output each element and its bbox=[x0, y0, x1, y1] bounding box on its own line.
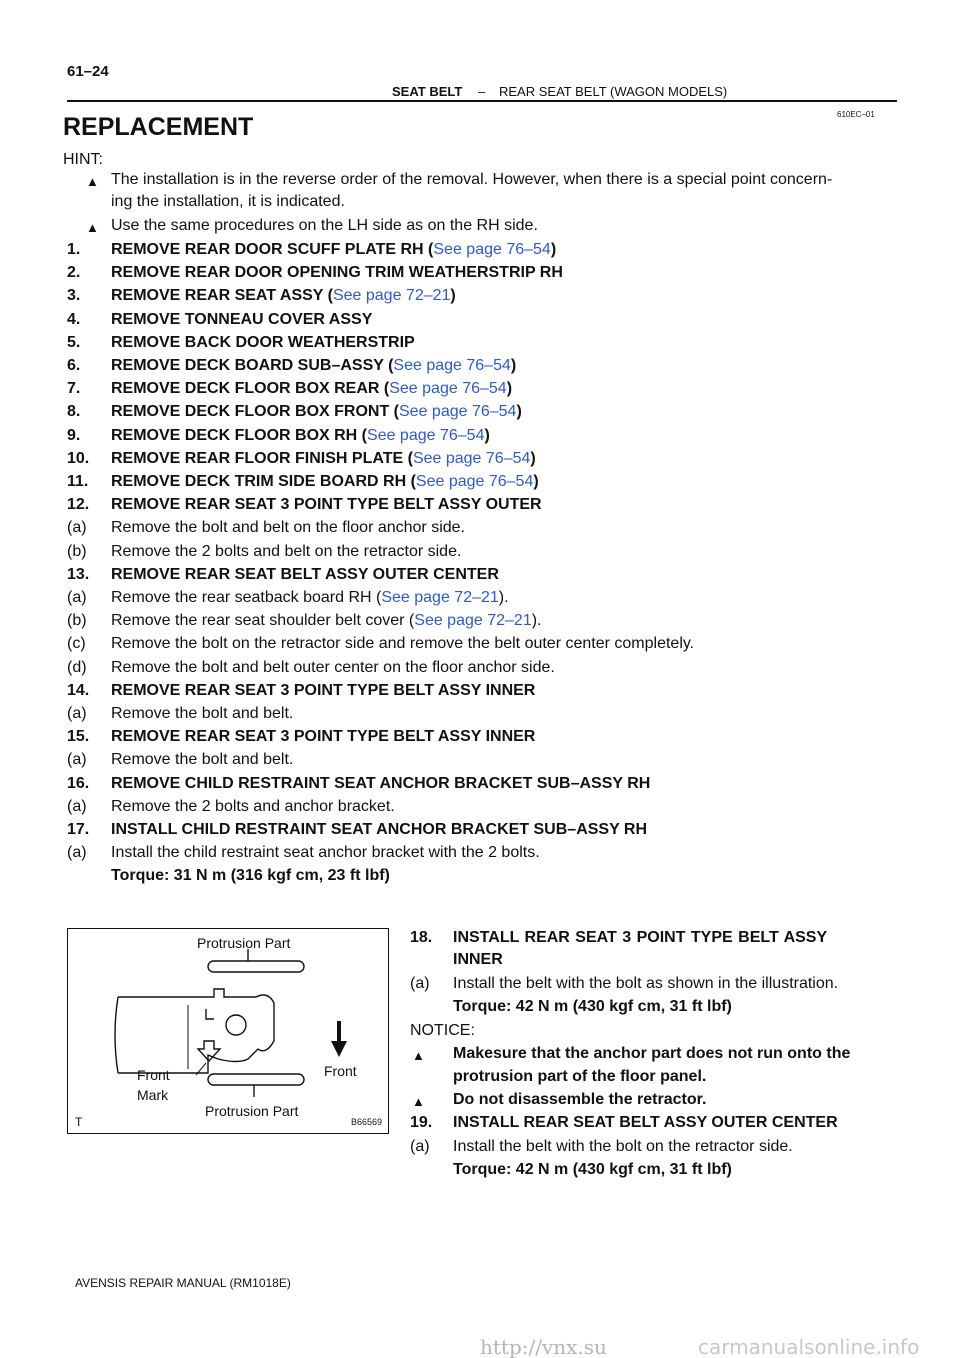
see-page-link[interactable]: See page 76–54 bbox=[412, 449, 531, 467]
step-text bbox=[111, 379, 512, 399]
bullet-icon: ▲ bbox=[86, 220, 99, 235]
step-number: 2. bbox=[67, 264, 81, 282]
hint-label: HINT: bbox=[63, 151, 103, 168]
step-number: 10. bbox=[67, 449, 90, 467]
step-text-end: ) bbox=[550, 241, 557, 258]
step-text-main: REMOVE REAR SEAT 3 POINT TYPE BELT ASSY INNER bbox=[111, 728, 536, 746]
step-text bbox=[111, 681, 535, 701]
step-number: 4. bbox=[67, 310, 81, 328]
protrusion-part-top bbox=[208, 961, 304, 972]
step-number: (a) bbox=[67, 797, 87, 815]
hint-text-1a: The installation is in the reverse order of the removal. However, when there is a special point concern- bbox=[111, 171, 833, 188]
see-page-link[interactable]: See page 76–54 bbox=[389, 380, 507, 398]
hint-text-2: Use the same procedures on the LH side as on the RH side. bbox=[111, 217, 538, 234]
step-text-main: REMOVE REAR SEAT 3 POINT TYPE BELT ASSY OUTER bbox=[111, 496, 542, 514]
see-page-link[interactable]: See page 72–21 bbox=[381, 589, 499, 606]
step-text-main: Remove the bolt and belt outer center on the floor anchor side. bbox=[111, 658, 555, 676]
step-text-end: ). bbox=[498, 589, 509, 606]
doc-code: 610EC–01 bbox=[837, 110, 875, 119]
step-number: (d) bbox=[67, 658, 87, 676]
step-number: (b) bbox=[67, 542, 87, 560]
step-text-main: REMOVE DECK BOARD SUB–ASSY ( bbox=[111, 357, 394, 374]
step-text bbox=[111, 333, 415, 353]
hint-text-1b: ing the installation, it is indicated. bbox=[111, 193, 345, 210]
step-text bbox=[111, 542, 461, 562]
step-text bbox=[111, 727, 535, 747]
page-title: REPLACEMENT bbox=[63, 113, 254, 141]
step-text-main: REMOVE DECK FLOOR BOX FRONT ( bbox=[111, 403, 399, 421]
step-number: 13. bbox=[67, 565, 90, 583]
step-text bbox=[111, 472, 539, 492]
step-number: 3. bbox=[67, 287, 81, 305]
step-text-main: REMOVE DECK TRIM SIDE BOARD RH ( bbox=[111, 473, 416, 490]
header-rule bbox=[67, 100, 897, 102]
step-text bbox=[111, 843, 540, 863]
step-number: 9. bbox=[67, 426, 81, 444]
step-text bbox=[111, 495, 542, 515]
label-protrusion-bottom: Protrusion Part bbox=[205, 1103, 299, 1119]
step-text-main: Remove the bolt and belt. bbox=[111, 751, 294, 769]
step-text-main: Remove the rear seat shoulder belt cover ( bbox=[111, 612, 415, 630]
step-text-main: Remove the 2 bolts and anchor bracket. bbox=[111, 797, 395, 815]
step-number: (a) bbox=[67, 589, 87, 606]
step-number: 7. bbox=[67, 380, 81, 398]
step-text bbox=[111, 634, 694, 654]
step-text-main: REMOVE REAR SEAT 3 POINT TYPE BELT ASSY INNER bbox=[111, 681, 536, 699]
step-text-main: REMOVE TONNEAU COVER ASSY bbox=[111, 310, 373, 328]
step-text-main: Install the child restraint seat anchor bracket with the 2 bolts. bbox=[111, 844, 540, 862]
step-text bbox=[111, 774, 650, 794]
step-text-main: REMOVE REAR SEAT BELT ASSY OUTER CENTER bbox=[111, 565, 499, 583]
step-text bbox=[111, 402, 522, 422]
step-number: 1. bbox=[67, 241, 81, 258]
step-text-main: Remove the rear seatback board RH ( bbox=[111, 589, 382, 606]
see-page-link[interactable]: See page 76–54 bbox=[393, 357, 511, 374]
step-number: 15. bbox=[67, 728, 90, 746]
step-number: 12. bbox=[67, 496, 90, 514]
see-page-link[interactable]: See page 76–54 bbox=[399, 403, 517, 421]
step-text-main: REMOVE REAR DOOR OPENING TRIM WEATHERSTRIP RH bbox=[111, 264, 563, 282]
bullet-icon: ▲ bbox=[412, 1094, 425, 1109]
bullet-icon: ▲ bbox=[412, 1048, 425, 1063]
step-text bbox=[111, 658, 555, 678]
step-text-main: Remove the 2 bolts and belt on the retractor side. bbox=[111, 542, 462, 560]
step-text bbox=[111, 449, 536, 469]
front-arrow-icon bbox=[331, 1021, 347, 1057]
step-text bbox=[111, 866, 390, 886]
step-number: 6. bbox=[67, 357, 81, 374]
step-number: (a) bbox=[67, 519, 87, 537]
label-front-mark-2: Mark bbox=[137, 1087, 169, 1103]
figure-corner-mark: T bbox=[75, 1115, 83, 1129]
see-page-link[interactable]: See page 76–54 bbox=[367, 426, 485, 444]
notice-label: NOTICE: bbox=[410, 1022, 475, 1039]
step-number: 8. bbox=[67, 403, 81, 421]
step-number: (c) bbox=[67, 635, 86, 653]
illustration-figure bbox=[67, 928, 389, 1134]
step-text-main: REMOVE DECK FLOOR BOX REAR ( bbox=[111, 380, 390, 398]
step-text-main: REMOVE REAR SEAT ASSY ( bbox=[111, 287, 333, 305]
see-page-link[interactable]: See page 76–54 bbox=[433, 241, 551, 258]
step-text bbox=[111, 820, 647, 840]
step-text-end: ) bbox=[533, 473, 539, 490]
step-18-line2: INNER bbox=[453, 951, 503, 968]
step-text bbox=[111, 240, 556, 260]
step-number: 14. bbox=[67, 681, 90, 699]
step-text bbox=[111, 356, 516, 376]
bolt-hole bbox=[226, 1015, 246, 1035]
step-text bbox=[111, 611, 542, 631]
step-text bbox=[111, 750, 293, 770]
step-number: 5. bbox=[67, 333, 81, 351]
notice-1a: Makesure that the anchor part does not run onto the bbox=[453, 1045, 851, 1062]
step-number: (a) bbox=[67, 751, 87, 769]
step-number: (a) bbox=[67, 844, 87, 862]
figure-code: B66569 bbox=[351, 1117, 383, 1127]
step-text bbox=[111, 518, 465, 538]
step-text-main: REMOVE DECK FLOOR BOX RH ( bbox=[111, 426, 368, 444]
step-text-end: ) bbox=[506, 380, 513, 398]
step-text bbox=[111, 704, 293, 724]
step-text-main: REMOVE CHILD RESTRAINT SEAT ANCHOR BRACKET SUB–ASSY RH bbox=[111, 774, 651, 792]
step-text bbox=[111, 286, 456, 306]
step-number: 16. bbox=[67, 774, 90, 792]
step-text bbox=[111, 797, 395, 817]
page-number: 61–24 bbox=[67, 63, 109, 80]
step-text bbox=[111, 426, 490, 446]
step-number: 11. bbox=[67, 473, 89, 490]
anchor-bracket bbox=[118, 989, 274, 1073]
step-text-main: Remove the bolt on the retractor side and remove the belt outer center completely. bbox=[111, 635, 695, 653]
label-protrusion-top: Protrusion Part bbox=[197, 935, 291, 951]
step-text-main: INSTALL CHILD RESTRAINT SEAT ANCHOR BRACKET SUB–ASSY RH bbox=[111, 821, 648, 838]
step-number: 17. bbox=[67, 821, 90, 838]
step-text bbox=[111, 310, 372, 330]
step-text-end: ) bbox=[510, 357, 517, 374]
see-page-link[interactable]: See page 72–21 bbox=[414, 612, 532, 630]
step-text-main: REMOVE REAR FLOOR FINISH PLATE ( bbox=[111, 449, 413, 467]
step-text-end: ) bbox=[530, 449, 536, 467]
footer-manual-name: AVENSIS REPAIR MANUAL (RM1018E) bbox=[75, 1276, 291, 1290]
step-text-end: ) bbox=[516, 403, 522, 421]
step-18-torque: Torque: 42 N m (430 kgf cm, 31 ft lbf) bbox=[453, 998, 732, 1015]
header-dash: – bbox=[478, 84, 486, 99]
step-19-torque: Torque: 42 N m (430 kgf cm, 31 ft lbf) bbox=[453, 1161, 732, 1178]
step-text-main: Remove the bolt and belt on the floor anchor side. bbox=[111, 519, 465, 537]
watermark-carmanuals: carmanualsonline.info bbox=[698, 1335, 920, 1358]
bullet-icon: ▲ bbox=[86, 174, 99, 189]
step-text-main: Torque: 31 N m (316 kgf cm, 23 ft lbf) bbox=[111, 867, 390, 885]
step-text-end: ) bbox=[484, 426, 490, 444]
notice-2: Do not disassemble the retractor. bbox=[453, 1091, 707, 1108]
step-text bbox=[111, 588, 509, 608]
step-text-main: Remove the bolt and belt. bbox=[111, 705, 294, 722]
notice-1b: protrusion part of the floor panel. bbox=[453, 1068, 707, 1085]
protrusion-part-bottom bbox=[208, 1074, 304, 1085]
step-text-end: ). bbox=[531, 612, 542, 630]
watermark-vnx: http://vnx.su bbox=[480, 1335, 607, 1358]
step-text-main: REMOVE REAR DOOR SCUFF PLATE RH ( bbox=[111, 241, 434, 258]
step-text-main: REMOVE BACK DOOR WEATHERSTRIP bbox=[111, 333, 415, 351]
step-text-end: ) bbox=[450, 287, 456, 305]
header-subsection: REAR SEAT BELT (WAGON MODELS) bbox=[499, 84, 728, 99]
header-section: SEAT BELT bbox=[392, 84, 463, 99]
label-front: Front bbox=[324, 1063, 357, 1079]
step-text bbox=[111, 263, 563, 283]
step-text bbox=[111, 565, 499, 585]
see-page-link[interactable]: See page 76–54 bbox=[415, 473, 534, 490]
step-number: (b) bbox=[67, 612, 87, 630]
see-page-link[interactable]: See page 72–21 bbox=[332, 287, 451, 305]
label-front-mark-1: Front bbox=[137, 1067, 170, 1083]
step-number: (a) bbox=[67, 705, 87, 722]
